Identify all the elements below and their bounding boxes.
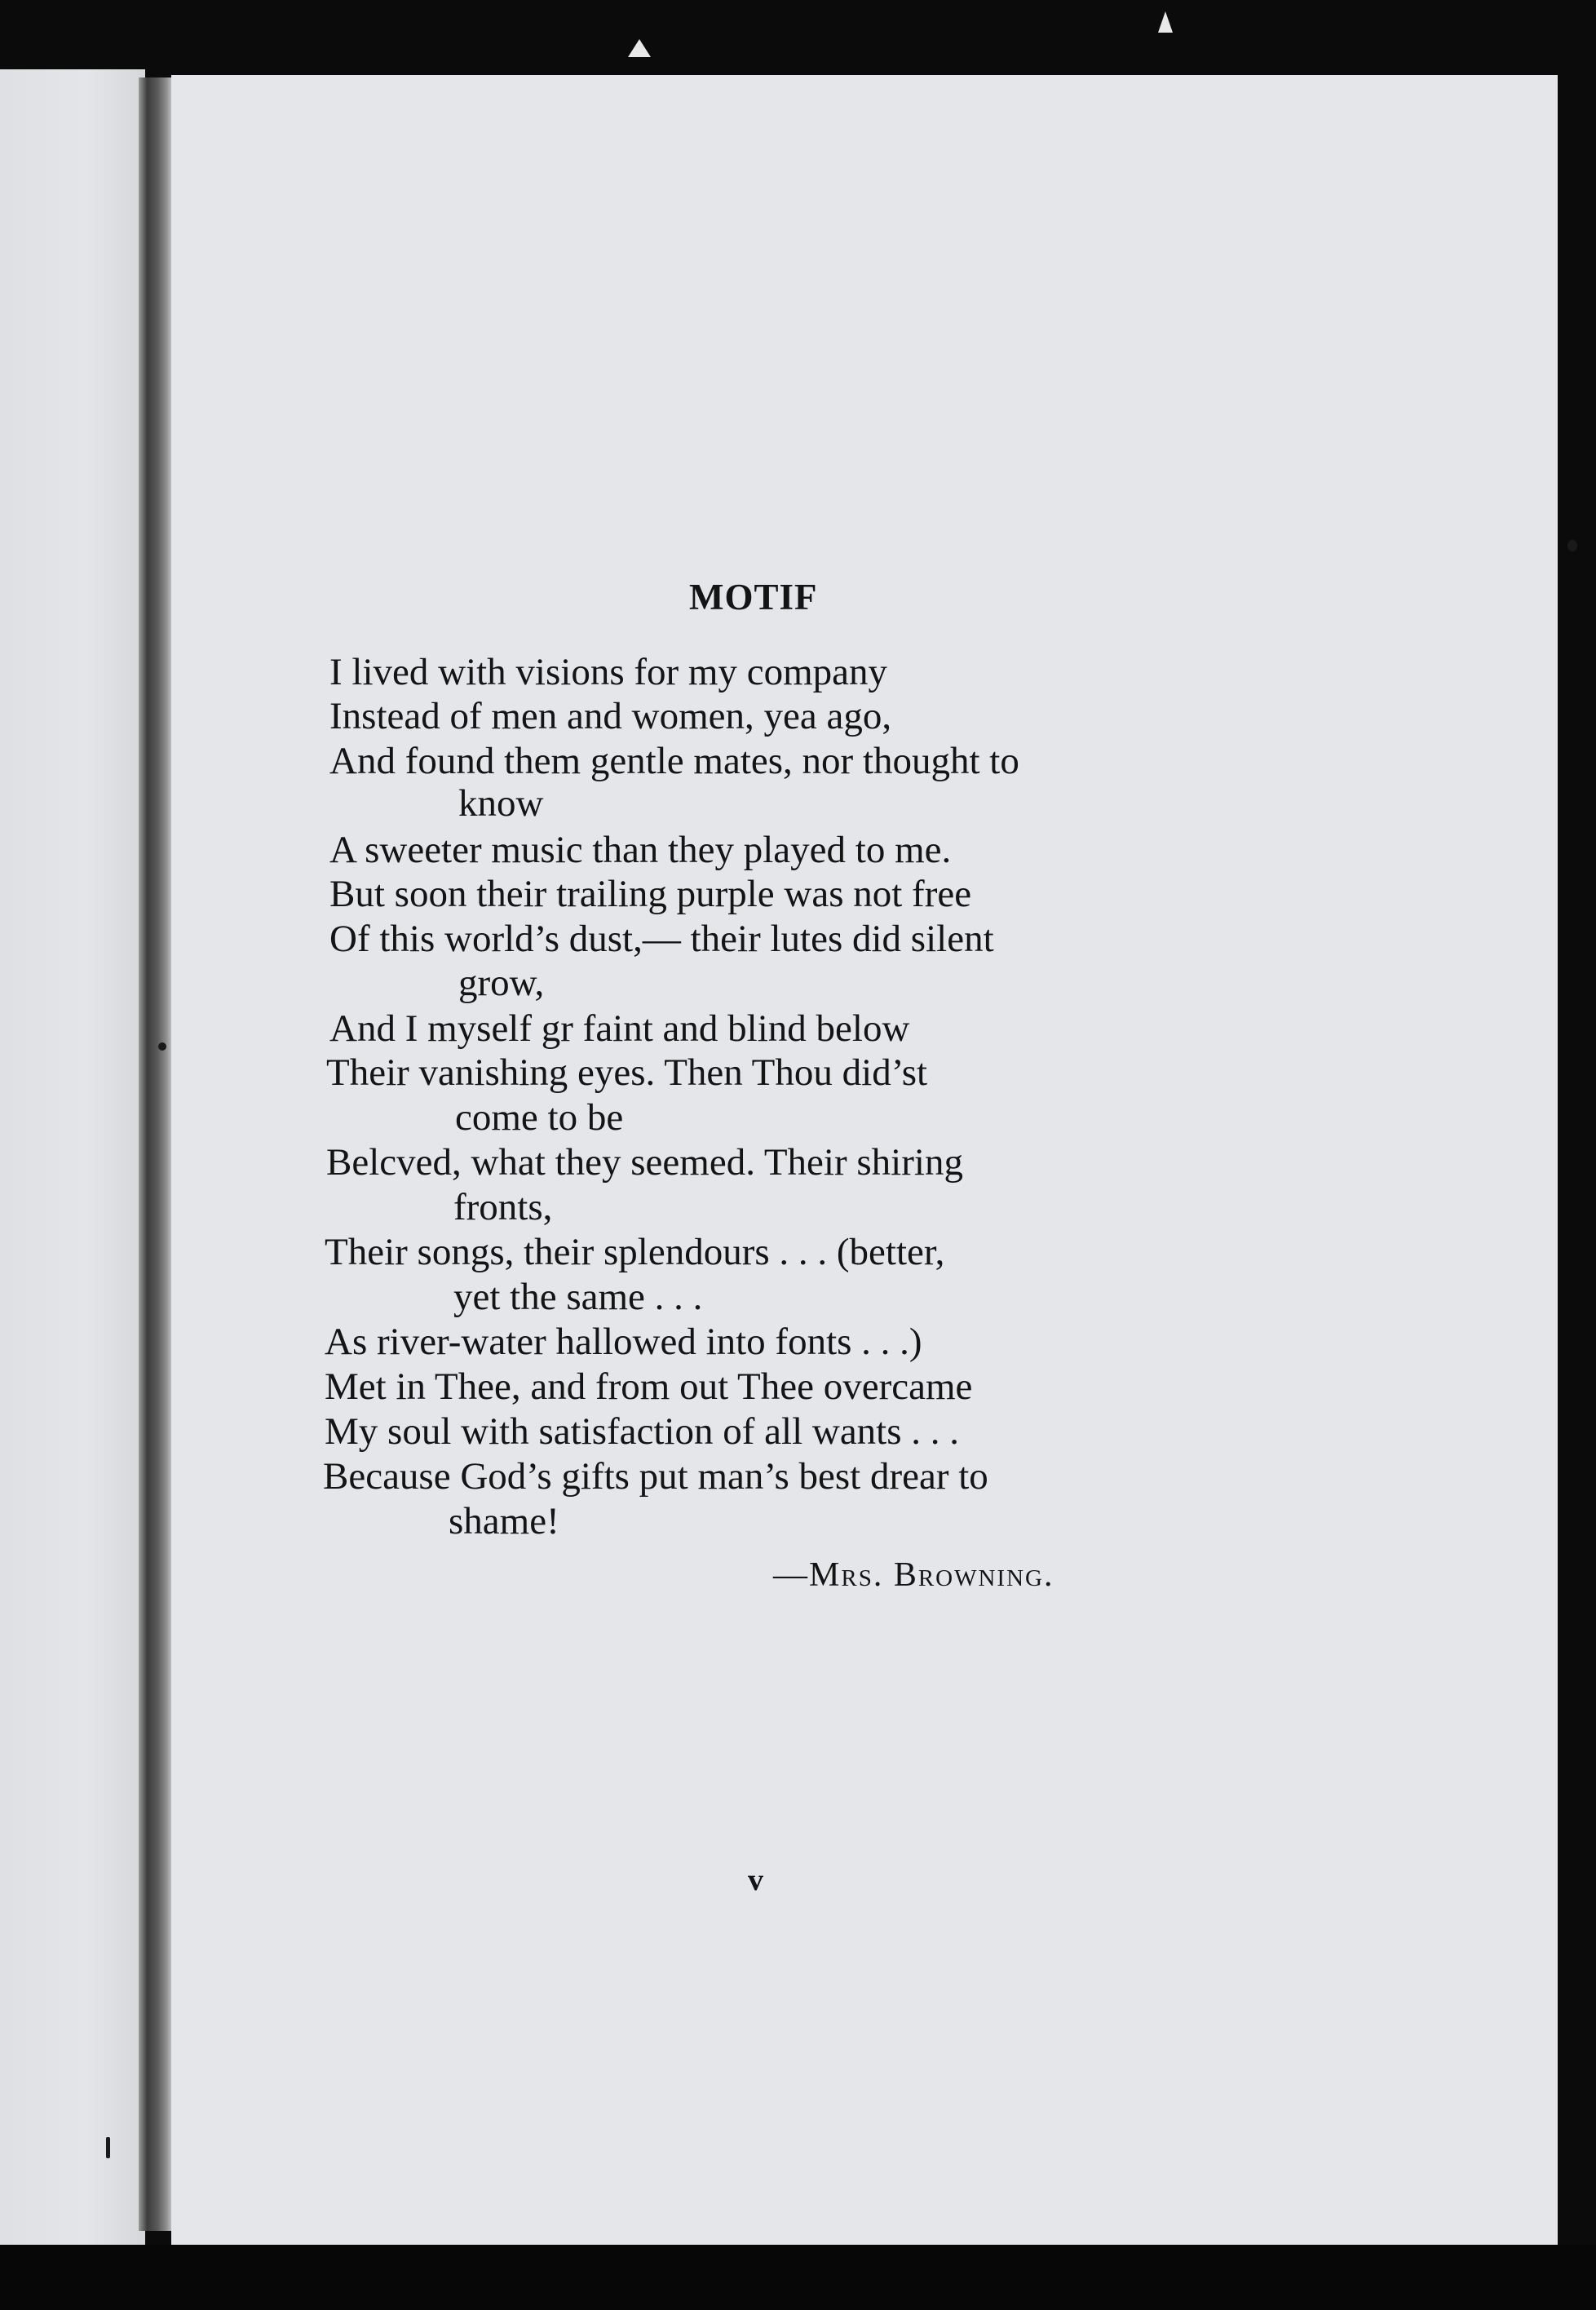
poem-line-continuation: yet the same . . .	[453, 1276, 703, 1318]
poem-line: Of this world’s dust,— their lutes did silent	[329, 918, 994, 960]
poem-line: Belcved, what they seemed. Their shiring	[326, 1141, 963, 1184]
poem-title: MOTIF	[689, 577, 818, 617]
poem-line-continuation: shame!	[449, 1500, 559, 1542]
poem-line: Because God’s gifts put man’s best drear to	[323, 1455, 988, 1498]
poem-line: But soon their trailing purple was not free	[329, 873, 972, 915]
poem-line: Their songs, their splendours . . . (better,	[325, 1231, 945, 1273]
poem-line: Their vanishing eyes. Then Thou did’st	[326, 1051, 928, 1094]
poem-line: As river-water hallowed into fonts . . .)	[325, 1321, 922, 1363]
poem-line-continuation: come to be	[455, 1096, 624, 1139]
page-number: v	[748, 1863, 763, 1897]
poem-attribution: —Mrs. Browning.	[773, 1556, 1054, 1594]
poem-line: I lived with visions for my company	[329, 651, 888, 693]
poem-line: And I myself gr faint and blind below	[329, 1007, 910, 1050]
poem-line-continuation: grow,	[458, 962, 545, 1004]
poem-line: Instead of men and women, yea ago,	[329, 695, 892, 737]
poem-line-continuation: fronts,	[453, 1186, 553, 1228]
poem-line: My soul with satisfaction of all wants . . .	[325, 1410, 960, 1453]
poem-line: Met in Thee, and from out Thee overcame	[325, 1365, 973, 1408]
poem-line-continuation: know	[458, 782, 544, 825]
poem-line: And found them gentle mates, nor thought to	[329, 740, 1019, 782]
poem-line: A sweeter music than they played to me.	[329, 829, 952, 871]
